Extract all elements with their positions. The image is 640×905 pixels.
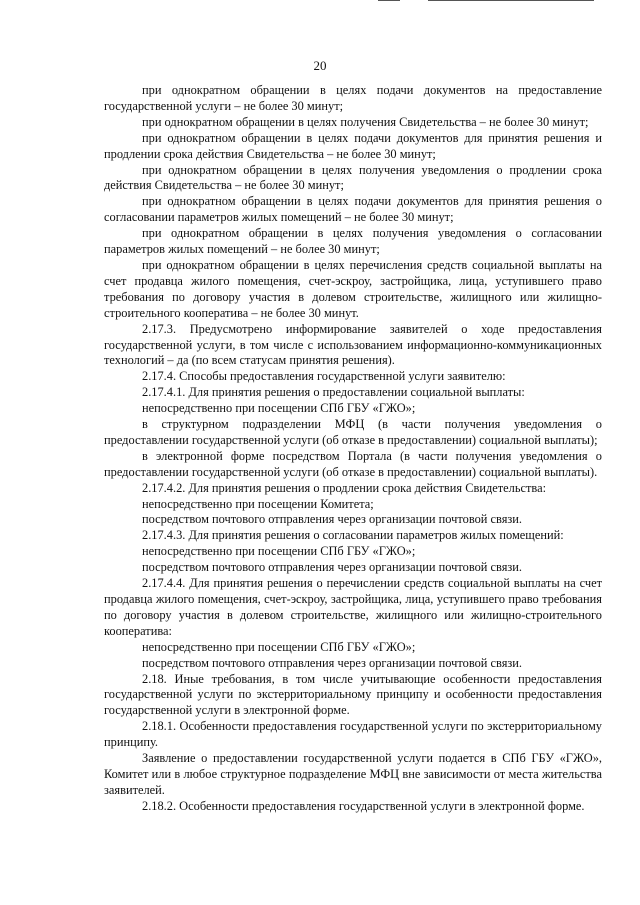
paragraph: при однократном обращении в целях подачи документов для принятия решения и продлении срока действия Свидетельства – не более 30 минут; (104, 130, 602, 161)
paragraph: посредством почтового отправления через организации почтовой связи. (142, 655, 523, 670)
paragraph: при однократном обращении в целях получения Свидетельства – не более 30 минут; (142, 114, 589, 129)
paragraph: 2.18. Иные требования, в том числе учитывающие особенности предоставления государственной услуги по экстерриториальному принципу и особенности предоставления государственной услуги в электронной форме. (104, 671, 602, 718)
paragraph: 2.18.2. Особенности предоставления государственной услуги в электронной форме. (142, 798, 585, 813)
paragraph: в электронной форме посредством Портала (в части получения уведомления о предоставлении государственной услуги (об отказе в предоставлении) социальной выплаты). (104, 448, 602, 479)
paragraph: Заявление о предоставлении государственной услуги подается в СПб ГБУ «ГЖО», Комитет или в любое структурное подразделение МФЦ вне зависимости от места жительства заявителей. (104, 751, 602, 797)
paragraph: непосредственно при посещении Комитета; (142, 496, 374, 511)
paragraph: 2.17.4.3. Для принятия решения о согласовании параметров жилых помещений: (142, 528, 564, 543)
paragraph: непосредственно при посещении СПб ГБУ «ГЖО»; (142, 639, 416, 654)
paragraph: при однократном обращении в целях перечисления средств социальной выплаты на счет продавца жилого помещения, счет-эскроу, застройщика, лица, уступившего право требования по договору участия в долевом строительстве, жилищного или жилищно-строительного кооператива – не более 30 минут. (104, 257, 602, 320)
paragraph: 2.18.1. Особенности предоставления государственной услуги по экстерриториальному принципу. (104, 719, 602, 750)
paragraph: 2.17.4.4. Для принятия решения о перечислении средств социальной выплаты на счет продавца жилого помещения, счет-эскроу, застройщика, лица, уступившего право требования по договору участия в долевом строительстве, жилищного или жилищно-строительного кооператива: (104, 576, 602, 638)
paragraph: 2.17.4.2. Для принятия решения о продлении срока действия Свидетельства: (142, 480, 547, 495)
page-number: 20 (313, 58, 327, 73)
paragraph: 2.17.3. Предусмотрено информирование заявителей о ходе предоставления государственной услуги, в том числе с использованием информационно-коммуникационных технологий – да (по всем статусам принятия решения). (104, 321, 602, 368)
paragraph: 2.17.4.1. Для принятия решения о предоставлении социальной выплаты: (142, 385, 525, 400)
document-body (104, 83, 602, 815)
paragraph: 2.17.4. Способы предоставления государственной услуги заявителю: (142, 369, 506, 384)
paragraph: в структурном подразделении МФЦ (в части получения уведомления о предоставлении государственной услуги (об отказе в предоставлении) социальной выплаты); (104, 417, 602, 447)
paragraph: при однократном обращении в целях получения уведомления о согласовании параметров жилых помещений – не более 30 минут; (104, 226, 602, 257)
scan-top-line-left (378, 0, 400, 1)
paragraph: непосредственно при посещении СПб ГБУ «ГЖО»; (142, 401, 416, 416)
scan-top-line-right (428, 0, 594, 1)
paragraph: при однократном обращении в целях подачи документов для принятия решения о согласовании параметров жилых помещений – не более 30 минут; (104, 194, 602, 225)
paragraph: посредством почтового отправления через организации почтовой связи. (142, 560, 523, 575)
paragraph: при однократном обращении в целях получения уведомления о продлении срока действия Свидетельства – не более 30 минут; (104, 162, 602, 193)
paragraph: посредством почтового отправления через организации почтовой связи. (142, 512, 523, 527)
paragraph: при однократном обращении в целях подачи документов на предоставление государственной услуги – не более 30 минут; (104, 83, 602, 113)
paragraph: непосредственно при посещении СПб ГБУ «ГЖО»; (142, 544, 416, 559)
